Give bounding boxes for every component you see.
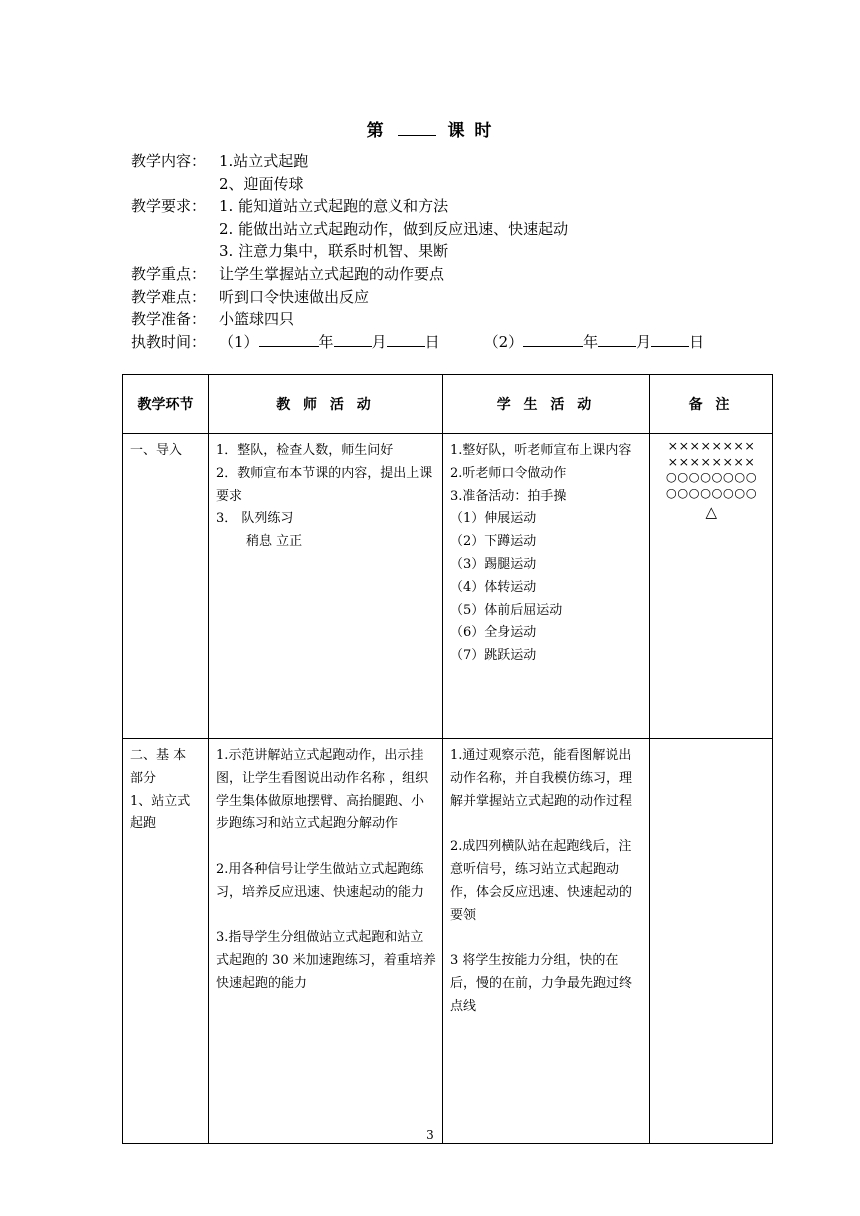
section-cell: 二、基 本 部分 1、站立式 起跑 bbox=[123, 739, 209, 1144]
difficulty-label: 教学难点： bbox=[131, 287, 207, 306]
key-point-row bbox=[131, 263, 704, 286]
section-cell: 一、导入 bbox=[123, 434, 209, 739]
year-blank-1 bbox=[259, 333, 319, 347]
requirement-row bbox=[131, 195, 704, 218]
formation-row: ○○○○○○○○ bbox=[665, 469, 758, 484]
note-cell bbox=[650, 739, 773, 1144]
month-blank-1 bbox=[334, 333, 372, 347]
formation-row: ×××××××× bbox=[667, 453, 756, 469]
lesson-number-blank bbox=[398, 121, 436, 136]
key-point-label: 教学重点： bbox=[131, 264, 207, 283]
difficulty-row bbox=[131, 286, 704, 309]
preparation-row bbox=[131, 308, 704, 331]
lesson-plan-table bbox=[122, 374, 773, 1144]
content-2: 2、迎面传球 bbox=[219, 174, 304, 193]
year-blank-2 bbox=[523, 333, 583, 347]
preparation: 小篮球四只 bbox=[219, 310, 295, 329]
day-blank-2 bbox=[651, 333, 689, 347]
formation-note-cell bbox=[650, 434, 773, 739]
lesson-info bbox=[131, 150, 704, 353]
content-label: 教学内容： bbox=[131, 152, 207, 170]
key-point: 让学生掌握站立式起跑的动作要点 bbox=[219, 264, 445, 283]
formation-row: ×××××××× bbox=[667, 438, 756, 453]
teacher-position-icon: △ bbox=[705, 503, 718, 521]
content-1: 1.站立式起跑 bbox=[219, 152, 309, 170]
requirement-row-2 bbox=[131, 218, 704, 241]
teaching-time-row: 执教时间： （1） 年 月 日 （2） 年 月 日 bbox=[131, 331, 704, 354]
table-row bbox=[123, 434, 773, 739]
header-teacher: 教 师 活 动 bbox=[209, 375, 443, 434]
day-blank-1 bbox=[387, 333, 425, 347]
page-number: 3 bbox=[426, 1128, 434, 1142]
student-activity-cell: 1.整好队，听老师宣布上课内容 2.听老师口令做动作 3.准备活动：拍手操 （1）伸展运动 （2）下蹲运动 （3）踢腿运动 （4）体转运动 （5）体前后屈运动 （6）全身运动 （7）跳跃运动 bbox=[443, 434, 650, 739]
student-activity-cell: 1.通过观察示范，能看图解说出动作名称，并自我模仿练习，理解并掌握站立式起跑的动作过程 2.成四列横队站在起跑线后，注意听信号，练习站立式起跑动作，体会反应迅速、快速起动的要领 3 将学生按能力分组，快的在后，慢的在前，力争最先跑过终点线 bbox=[443, 739, 650, 1144]
requirement-1: 1. 能知道站立式起跑的意义和方法 bbox=[219, 197, 449, 216]
month-blank-2 bbox=[598, 333, 636, 347]
requirement-2: 2. 能做出站立式起跑动作，做到反应迅速、快速起动 bbox=[219, 219, 569, 238]
header-section: 教学环节 bbox=[123, 375, 209, 434]
time-2-label: （2） bbox=[483, 332, 524, 351]
content-row-2 bbox=[131, 173, 704, 196]
header-student: 学 生 活 动 bbox=[443, 375, 650, 434]
requirement-row-3 bbox=[131, 240, 704, 263]
table-header-row bbox=[123, 375, 773, 434]
requirement-3: 3. 注意力集中，联系时机智、果断 bbox=[219, 242, 449, 261]
header-note: 备 注 bbox=[650, 375, 773, 434]
table-row bbox=[123, 739, 773, 1144]
formation-row: ○○○○○○○○ bbox=[665, 484, 758, 500]
difficulty: 听到口令快速做出反应 bbox=[219, 287, 370, 306]
teacher-activity-cell: 1.示范讲解站立式起跑动作，出示挂图，让学生看图说出动作名称 ，组织学生集体做原地摆臂、高抬腿跑、小步跑练习和站立式起跑分解动作 2.用各种信号让学生做站立式起跑练习，培养反应迅速、快速起动的能力 3.指导学生分组做站立式起跑和站立式起跑的 30 米加速跑练习，着重培养快速起跑的能力 bbox=[209, 739, 443, 1144]
teaching-time-label: 执教时间： bbox=[131, 332, 207, 351]
teacher-activity-cell: 1．整队，检查人数，师生问好 2．教师宣布本节课的内容，提出上课要求 3． 队列练习 稍息 立正 bbox=[209, 434, 443, 739]
time-1-label: （1） bbox=[219, 332, 259, 351]
requirement-label: 教学要求： bbox=[131, 197, 207, 216]
preparation-label: 教学准备： bbox=[131, 310, 207, 329]
lesson-title: 第 课 时 bbox=[366, 121, 494, 141]
content-row bbox=[131, 150, 704, 173]
